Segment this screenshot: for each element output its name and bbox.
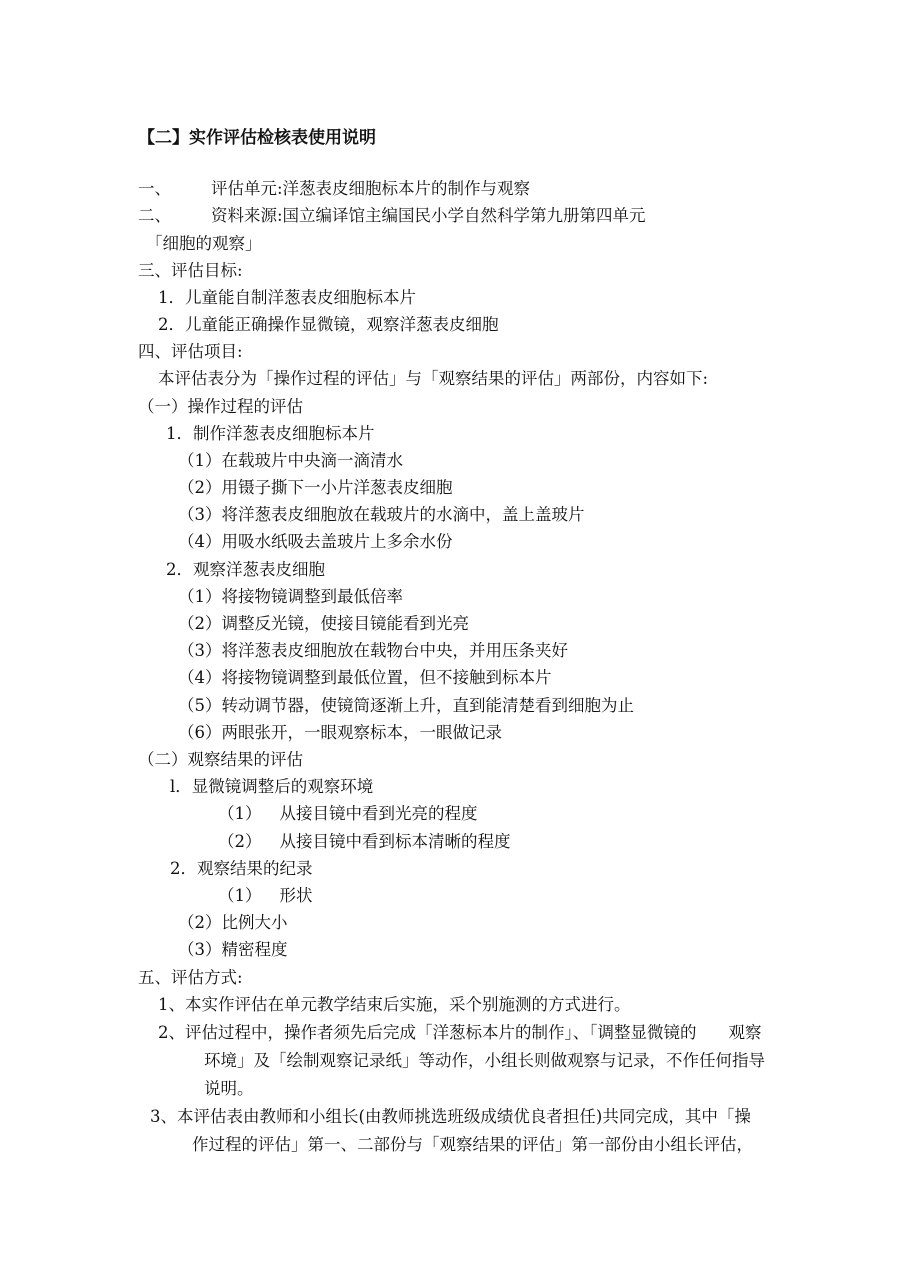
procedure-step: （4）将接物镜调整到最低位置，但不接触到标本片	[178, 668, 552, 687]
criterion-number: （1）	[218, 886, 262, 905]
observation-criterion: （3）精密程度	[178, 940, 288, 959]
section-2-continuation: 「细胞的观察」	[146, 234, 262, 253]
part-a-heading: （一）操作过程的评估	[138, 397, 303, 416]
section-2	[138, 205, 646, 227]
part-a2-heading: 2．观察洋葱表皮细胞	[166, 560, 325, 579]
part-b2-heading: 2．观察结果的纪录	[170, 859, 313, 878]
procedure-step: （6）两眼张开，一眼观察标本，一眼做记录	[178, 723, 502, 742]
goal-item: 1．儿童能自制洋葱表皮细胞标本片	[158, 288, 416, 307]
criterion-text: 从接目镜中看到标本清晰的程度	[279, 832, 511, 851]
method-paragraph-3-line-2: 作过程的评估」第一、二部份与「观察结果的评估」第一部份由小组长评估，	[192, 1135, 753, 1154]
observation-criterion	[218, 831, 511, 853]
method-paragraph-3-line-1: 3、本评估表由教师和小组长(由教师挑选班级成绩优良者担任)共同完成，其中「操	[150, 1107, 751, 1126]
section-5-heading: 五、评估方式:	[138, 968, 243, 987]
section-1-number: 一、	[138, 179, 171, 198]
procedure-step: （3）将洋葱表皮细胞放在载玻片的水滴中，盖上盖玻片	[178, 505, 585, 524]
procedure-step: （2）调整反光镜，使接目镜能看到光亮	[178, 614, 469, 633]
criterion-text: 形状	[279, 886, 313, 905]
section-2-number: 二、	[138, 206, 171, 225]
criterion-number: （1）	[218, 804, 262, 823]
method-paragraph-2-line-1	[158, 1022, 762, 1044]
procedure-step: （4）用吸水纸吸去盖玻片上多余水份	[178, 532, 453, 551]
section-1-text: 评估单元:洋葱表皮细胞标本片的制作与观察	[211, 179, 531, 198]
section-4-intro: 本评估表分为「操作过程的评估」与「观察结果的评估」两部份，内容如下:	[158, 369, 709, 388]
observation-criterion: （2）比例大小	[178, 913, 288, 932]
observation-criterion	[218, 885, 313, 907]
method-paragraph-2-line-3: 说明。	[204, 1079, 254, 1098]
procedure-step: （5）转动调节器，使镜筒逐渐上升，直到能清楚看到细胞为止	[178, 696, 634, 715]
criterion-number: （2）	[218, 832, 262, 851]
section-3-heading: 三、评估目标:	[138, 261, 243, 280]
procedure-step: （1）在载玻片中央滴一滴清水	[178, 451, 403, 470]
procedure-step: （1）将接物镜调整到最低倍率	[178, 587, 403, 606]
section-1	[138, 178, 530, 200]
observation-criterion	[218, 803, 478, 825]
method-paragraph-2-line-2: 环境」及「绘制观察记录纸」等动作，小组长则做观察与记录，不作任何指导	[204, 1051, 765, 1070]
criterion-text: 从接目镜中看到光亮的程度	[279, 804, 478, 823]
goal-item: 2．儿童能正确操作显微镜，观察洋葱表皮细胞	[158, 315, 499, 334]
method-paragraph-2-text-end: 观察	[728, 1023, 762, 1042]
part-a1-heading: 1．制作洋葱表皮细胞标本片	[166, 424, 375, 443]
document-title: 【二】实作评估检核表使用说明	[138, 128, 376, 148]
method-paragraph-1: 1、本实作评估在单元教学结束后实施，采个别施测的方式进行。	[158, 995, 631, 1014]
procedure-step: （2）用镊子撕下一小片洋葱表皮细胞	[178, 478, 453, 497]
section-2-text: 资料来源:国立编译馆主编国民小学自然科学第九册第四单元	[211, 206, 646, 225]
section-4-heading: 四、评估项目:	[138, 342, 243, 361]
part-b-heading: （二）观察结果的评估	[138, 750, 303, 769]
method-paragraph-2-text: 2、评估过程中，操作者须先后完成「洋葱标本片的制作」、「调整显微镜的	[158, 1023, 697, 1042]
part-b1-heading: l．显微镜调整后的观察环境	[170, 777, 374, 796]
procedure-step: （3）将洋葱表皮细胞放在载物台中央，并用压条夹好	[178, 641, 568, 660]
